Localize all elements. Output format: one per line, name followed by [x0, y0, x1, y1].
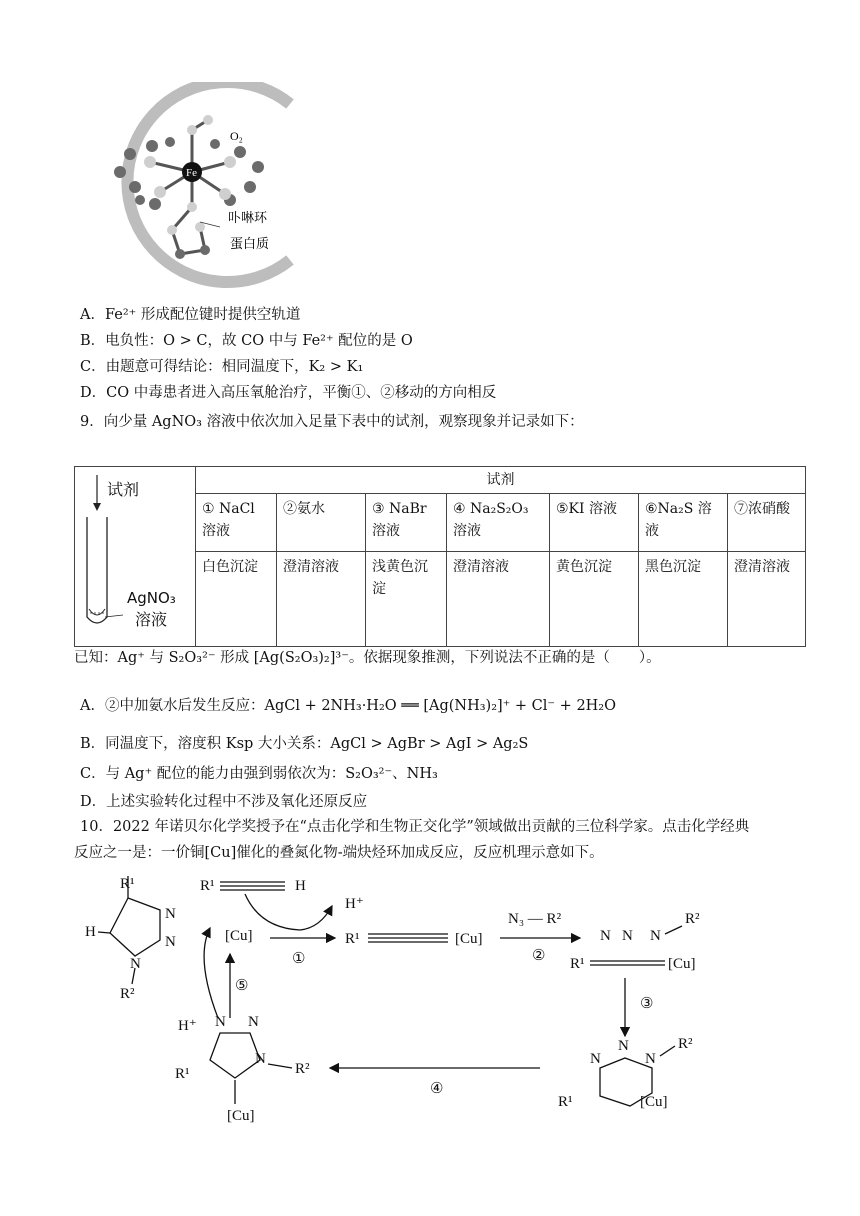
product-h: H: [85, 924, 96, 940]
cycle-n-a: N: [590, 1051, 601, 1067]
cycle-r2: R²: [678, 1036, 693, 1052]
complex-r2: R²: [685, 911, 700, 927]
complex-n-b: N: [622, 928, 633, 944]
reagent-6: ⑥Na₂S 溶液: [639, 494, 728, 552]
triazolide-r2: R²: [295, 1061, 310, 1077]
q8-option-a: A．Fe²⁺ 形成配位键时提供空轨道: [80, 307, 301, 323]
fe-label: Fe: [186, 167, 197, 179]
observation-6: 黑色沉淀: [639, 552, 728, 647]
reagent-4: ④ Na₂S₂O₃ 溶液: [447, 494, 550, 552]
complex-n-a: N: [600, 928, 611, 944]
step-2: ②: [532, 948, 546, 964]
reagent-1: ① NaCl 溶液: [196, 494, 277, 552]
reagent-2: ②氨水: [277, 494, 366, 552]
alkyne-h: H: [295, 878, 306, 894]
complex-n-c: N: [650, 928, 661, 944]
alkyne-r1: R¹: [200, 878, 215, 894]
tube-reagent-label: 试剂: [107, 480, 140, 499]
product-n-a: N: [165, 906, 176, 922]
triazolide-r1: R¹: [175, 1066, 190, 1082]
heme-figure: [80, 82, 310, 292]
acetylide-cu: [Cu]: [455, 931, 483, 947]
q8-option-d: D．CO 中毒患者进入高压氧舱治疗，平衡①、②移动的方向相反: [80, 385, 497, 401]
o2-label: O₂: [230, 129, 243, 143]
triazolide-n-c: N: [255, 1051, 266, 1067]
cycle-n-c: N: [645, 1051, 656, 1067]
table-header: 试剂: [196, 467, 806, 494]
product-r1: R¹: [120, 876, 135, 892]
complex-r1: R¹: [570, 956, 585, 972]
q9-stem: 9．向少量 AgNO₃ 溶液中依次加入足量下表中的试剂，观察现象并记录如下：: [80, 414, 584, 430]
cycle-cu: [Cu]: [640, 1094, 668, 1110]
triazolide-n-b: N: [248, 1014, 259, 1030]
cycle-n-b: N: [618, 1038, 629, 1054]
step-3: ③: [640, 996, 654, 1012]
cycle-r1: R¹: [558, 1094, 573, 1110]
q9-option-a: A．②中加氨水后发生反应：AgCl + 2NH₃·H₂O ══ [Ag(NH₃)₂]⁺ + Cl⁻ + 2H₂O: [80, 698, 617, 714]
q9-option-b: B．同温度下，溶度积 Ksp 大小关系：AgCl > AgBr > AgI > Ag₂S: [80, 736, 529, 752]
observation-7: 澄清溶液: [728, 552, 806, 647]
observation-4: 澄清溶液: [447, 552, 550, 647]
observation-2: 澄清溶液: [277, 552, 366, 647]
porphyrin-label: 卟啉环: [228, 210, 268, 225]
q9-known: 已知：Ag⁺ 与 S₂O₃²⁻ 形成 [Ag(S₂O₃)₂]³⁻。依据现象推测，下列说法不正确的是（ ）。: [74, 650, 661, 666]
azide-reagent: N₃ — R²: [508, 911, 562, 927]
q10-stem-line2: 反应之一是：一价铜[Cu]催化的叠氮化物-端炔烃环加成反应，反应机理示意如下。: [74, 845, 604, 861]
tube-solution-label: AgNO₃: [127, 589, 176, 607]
triazolide-h-plus: H⁺: [178, 1018, 197, 1034]
product-r2: R²: [120, 986, 135, 1002]
q8-option-c: C．由题意可得结论：相同温度下，K₂ > K₁: [80, 359, 364, 375]
step-5: ⑤: [235, 978, 249, 994]
step-1: ①: [292, 951, 306, 967]
protein-label: 蛋白质: [230, 236, 270, 251]
reagent-3: ③ NaBr 溶液: [366, 494, 447, 552]
observation-3: 浅黄色沉淀: [366, 552, 447, 647]
released-hplus: H⁺: [345, 896, 364, 912]
q9-option-d: D．上述实验转化过程中不涉及氧化还原反应: [80, 794, 368, 810]
tube-cell: [75, 467, 196, 647]
tube-solution-label-2: 溶液: [135, 610, 168, 629]
observation-1: 白色沉淀: [196, 552, 277, 647]
acetylide-r1: R¹: [345, 931, 360, 947]
product-n-c: N: [130, 956, 141, 972]
catalyst-cu: [Cu]: [225, 928, 253, 944]
click-mechanism-diagram: [70, 868, 790, 1138]
reagent-table: [74, 466, 806, 647]
q9-option-c: C．与 Ag⁺ 配位的能力由强到弱依次为：S₂O₃²⁻、NH₃: [80, 766, 438, 782]
reagent-5: ⑤KI 溶液: [550, 494, 639, 552]
observation-5: 黄色沉淀: [550, 552, 639, 647]
q10-stem-line1: 10．2022 年诺贝尔化学奖授予在“点击化学和生物正交化学”领域做出贡献的三位科学家。点击化学经典: [80, 819, 750, 835]
triazolide-n-a: N: [215, 1014, 226, 1030]
complex-cu: [Cu]: [668, 956, 696, 972]
triazolide-cu: [Cu]: [227, 1108, 255, 1124]
step-4: ④: [430, 1081, 444, 1097]
reagent-7: ⑦浓硝酸: [728, 494, 806, 552]
q8-option-b: B．电负性：O > C，故 CO 中与 Fe²⁺ 配位的是 O: [80, 333, 413, 349]
product-n-b: N: [165, 934, 176, 950]
